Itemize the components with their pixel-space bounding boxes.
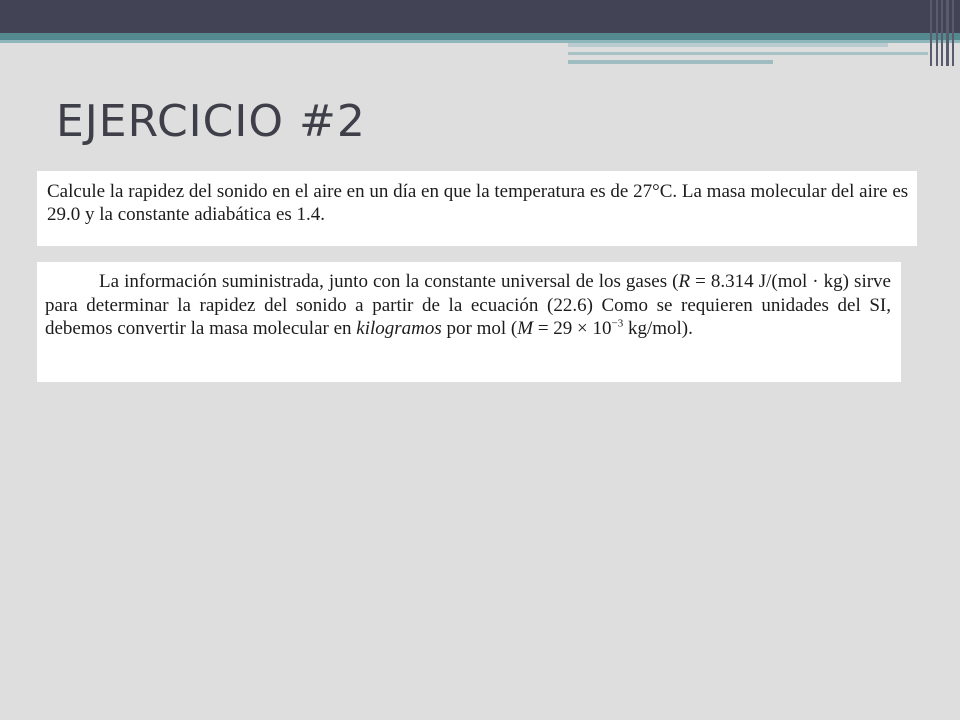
kilogramos-emphasis: kilogramos: [356, 318, 442, 340]
accent-stripe-middle: [568, 52, 928, 55]
problem-statement-image: [37, 171, 917, 246]
teal-accent-line: [0, 33, 960, 40]
gas-constant-symbol: R: [678, 271, 691, 292]
solution-text-image: [37, 262, 901, 382]
solution-text-part-1: La información suministrada, junto con la constante universal de los gases (: [99, 271, 679, 292]
corner-stripes-decoration: [928, 0, 960, 66]
solution-text-part-4: = 29 × 10: [533, 318, 612, 340]
accent-stripe-lower: [568, 60, 773, 64]
solution-paragraph: [45, 270, 891, 341]
solution-text-part-3: por mol (: [441, 318, 518, 340]
solution-text-part-5: kg/mol).: [623, 318, 693, 340]
slide-title: EJERCICIO #2: [56, 96, 366, 147]
top-decorative-bar: [0, 0, 960, 33]
solution-text-part-2: = 8.314 J/(mol · kg) sirve para determinar la rapidez del sonido a partir de la ecuación (22.6) Como se requieren unidades del SI, debemos convertir la masa molecular en: [45, 271, 891, 340]
problem-text: Calcule la rapidez del sonido en el aire en un día en que la temperatura es de 27°C. La masa molecular del aire es 29.0 y la constante adiabática es 1.4.: [47, 181, 909, 225]
molar-mass-symbol: M: [517, 318, 534, 340]
exponent: −3: [611, 317, 624, 330]
accent-stripe-upper: [568, 43, 888, 47]
